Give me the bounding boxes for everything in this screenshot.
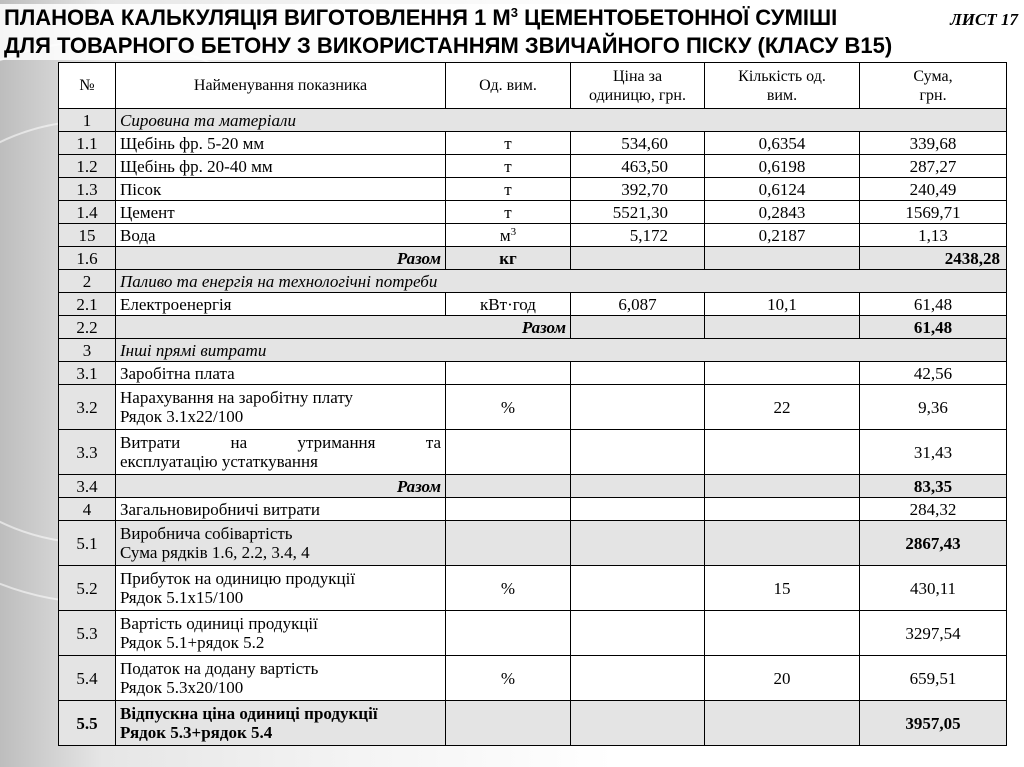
table-row bbox=[59, 316, 1007, 339]
row-number: 3.1 bbox=[59, 362, 116, 385]
table-row bbox=[59, 132, 1007, 155]
row-unit: $м^3$ bbox=[446, 224, 571, 247]
section-title: Інші прямі витрати bbox=[116, 339, 1007, 362]
row-price bbox=[571, 498, 705, 521]
row-sum: 430,11 bbox=[860, 566, 1007, 611]
row-number: 3.2 bbox=[59, 385, 116, 430]
table-row bbox=[59, 475, 1007, 498]
row-unit: кг bbox=[446, 247, 571, 270]
calculation-table bbox=[58, 62, 1007, 746]
row-quantity bbox=[705, 498, 860, 521]
row-sum: 659,51 bbox=[860, 656, 1007, 701]
row-quantity bbox=[705, 247, 860, 270]
row-unit: т bbox=[446, 132, 571, 155]
row-number: 4 bbox=[59, 498, 116, 521]
row-name: Виробнича собівартість Сума рядків 1.6, 2.2, 3.4, 4 bbox=[116, 521, 446, 566]
row-unit bbox=[446, 611, 571, 656]
row-sum: 83,35 bbox=[860, 475, 1007, 498]
row-price bbox=[571, 701, 705, 746]
table-row bbox=[59, 201, 1007, 224]
row-name: Вода bbox=[116, 224, 446, 247]
row-number: 5.4 bbox=[59, 656, 116, 701]
row-quantity: 15 bbox=[705, 566, 860, 611]
row-unit: % bbox=[446, 385, 571, 430]
row-sum: 240,49 bbox=[860, 178, 1007, 201]
row-price bbox=[571, 566, 705, 611]
row-price bbox=[571, 247, 705, 270]
row-price bbox=[571, 611, 705, 656]
header-no: № bbox=[59, 63, 116, 109]
row-price bbox=[571, 656, 705, 701]
row-sum: 61,48 bbox=[860, 316, 1007, 339]
title-line-2: ДЛЯ ТОВАРНОГО БЕТОНУ З ВИКОРИСТАННЯМ ЗВИЧАЙНОГО ПІСКУ (КЛАСУ В15) bbox=[4, 33, 893, 58]
row-price: 6,087 bbox=[571, 293, 705, 316]
row-price bbox=[571, 521, 705, 566]
row-sum: 3957,05 bbox=[860, 701, 1007, 746]
table-row bbox=[59, 224, 1007, 247]
row-number: 3.4 bbox=[59, 475, 116, 498]
row-name: Щебінь фр. 5-20 мм bbox=[116, 132, 446, 155]
row-number: 1.6 bbox=[59, 247, 116, 270]
row-number: 2 bbox=[59, 270, 116, 293]
row-name: Вартість одиниці продукції Рядок 5.1+рядок 5.2 bbox=[116, 611, 446, 656]
row-quantity: 0,2187 bbox=[705, 224, 860, 247]
row-price bbox=[571, 385, 705, 430]
row-unit: т bbox=[446, 201, 571, 224]
row-quantity bbox=[705, 362, 860, 385]
row-sum: 2438,28 bbox=[860, 247, 1007, 270]
header-name: Найменування показника bbox=[116, 63, 446, 109]
table-row bbox=[59, 109, 1007, 132]
row-name: Разом bbox=[116, 316, 571, 339]
row-name: Разом bbox=[116, 247, 446, 270]
row-sum: 1,13 bbox=[860, 224, 1007, 247]
row-name: Щебінь фр. 20-40 мм bbox=[116, 155, 446, 178]
row-number: 3.3 bbox=[59, 430, 116, 475]
sheet-number: ЛИСТ 17 bbox=[950, 10, 1018, 29]
row-unit: т bbox=[446, 155, 571, 178]
row-quantity: 0,2843 bbox=[705, 201, 860, 224]
table-row bbox=[59, 566, 1007, 611]
title-line-1: ПЛАНОВА КАЛЬКУЛЯЦІЯ ВИГОТОВЛЕННЯ 1 $М^3$ ЦЕМЕНТОБЕТОННОЇ СУМІШІ bbox=[4, 5, 838, 30]
table-row bbox=[59, 293, 1007, 316]
row-unit bbox=[446, 475, 571, 498]
row-number: 2.1 bbox=[59, 293, 116, 316]
table-row bbox=[59, 430, 1007, 475]
row-sum: 339,68 bbox=[860, 132, 1007, 155]
row-price bbox=[571, 316, 705, 339]
row-number: 1.1 bbox=[59, 132, 116, 155]
row-name: Податок на додану вартість Рядок 5.3х20/100 bbox=[116, 656, 446, 701]
row-number: 3 bbox=[59, 339, 116, 362]
row-number: 5.3 bbox=[59, 611, 116, 656]
row-unit: кВт·год bbox=[446, 293, 571, 316]
row-name: Заробітна плата bbox=[116, 362, 446, 385]
row-quantity: 0,6354 bbox=[705, 132, 860, 155]
row-quantity bbox=[705, 521, 860, 566]
row-unit bbox=[446, 430, 571, 475]
row-name: Разом bbox=[116, 475, 446, 498]
row-unit: % bbox=[446, 656, 571, 701]
row-name: Відпускна ціна одиниці продукції Рядок 5.3+рядок 5.4 bbox=[116, 701, 446, 746]
row-sum: 9,36 bbox=[860, 385, 1007, 430]
row-sum: 1569,71 bbox=[860, 201, 1007, 224]
table-row bbox=[59, 339, 1007, 362]
row-price: 463,50 bbox=[571, 155, 705, 178]
row-number: 1.2 bbox=[59, 155, 116, 178]
row-price: 5521,30 bbox=[571, 201, 705, 224]
row-number: 1.3 bbox=[59, 178, 116, 201]
table-row bbox=[59, 521, 1007, 566]
row-number: 5.5 bbox=[59, 701, 116, 746]
row-name: Пісок bbox=[116, 178, 446, 201]
row-price bbox=[571, 475, 705, 498]
row-number: 5.2 bbox=[59, 566, 116, 611]
header-price: Ціна за одиницю, грн. bbox=[571, 63, 705, 109]
row-sum: 61,48 bbox=[860, 293, 1007, 316]
row-price: 5,172 bbox=[571, 224, 705, 247]
row-quantity bbox=[705, 611, 860, 656]
row-name: Прибуток на одиницю продукції Рядок 5.1х15/100 bbox=[116, 566, 446, 611]
header-sum: Сума, грн. bbox=[860, 63, 1007, 109]
row-sum: 42,56 bbox=[860, 362, 1007, 385]
row-name: Цемент bbox=[116, 201, 446, 224]
row-price bbox=[571, 362, 705, 385]
page-title bbox=[0, 4, 1024, 60]
row-quantity: 10,1 bbox=[705, 293, 860, 316]
row-name: Загальновиробничі витрати bbox=[116, 498, 446, 521]
row-quantity bbox=[705, 430, 860, 475]
row-unit: % bbox=[446, 566, 571, 611]
row-quantity bbox=[705, 316, 860, 339]
table-row bbox=[59, 656, 1007, 701]
row-quantity: 22 bbox=[705, 385, 860, 430]
table-row bbox=[59, 611, 1007, 656]
header-quantity: Кількість од. вим. bbox=[705, 63, 860, 109]
row-unit bbox=[446, 521, 571, 566]
row-quantity: 20 bbox=[705, 656, 860, 701]
row-unit: т bbox=[446, 178, 571, 201]
row-price bbox=[571, 430, 705, 475]
table-header-row bbox=[59, 63, 1007, 109]
table-row bbox=[59, 362, 1007, 385]
row-number: 1 bbox=[59, 109, 116, 132]
row-quantity bbox=[705, 701, 860, 746]
row-price: 392,70 bbox=[571, 178, 705, 201]
table-row bbox=[59, 155, 1007, 178]
header-unit: Од. вим. bbox=[446, 63, 571, 109]
row-quantity bbox=[705, 475, 860, 498]
row-name: Витрати на утримання та експлуатацію устаткування bbox=[116, 430, 446, 475]
row-price: 534,60 bbox=[571, 132, 705, 155]
table-row bbox=[59, 178, 1007, 201]
table-row bbox=[59, 270, 1007, 293]
table-row bbox=[59, 247, 1007, 270]
section-title: Сировина та матеріали bbox=[116, 109, 1007, 132]
row-sum: 287,27 bbox=[860, 155, 1007, 178]
row-name: Електроенергія bbox=[116, 293, 446, 316]
table-row bbox=[59, 498, 1007, 521]
row-sum: 2867,43 bbox=[860, 521, 1007, 566]
row-sum: 31,43 bbox=[860, 430, 1007, 475]
row-number: 15 bbox=[59, 224, 116, 247]
table-row bbox=[59, 385, 1007, 430]
section-title: Паливо та енергія на технологічні потреби bbox=[116, 270, 1007, 293]
row-name: Нарахування на заробітну плату Рядок 3.1х22/100 bbox=[116, 385, 446, 430]
row-unit bbox=[446, 498, 571, 521]
row-unit bbox=[446, 701, 571, 746]
row-number: 5.1 bbox=[59, 521, 116, 566]
row-quantity: 0,6124 bbox=[705, 178, 860, 201]
row-unit bbox=[446, 362, 571, 385]
row-number: 2.2 bbox=[59, 316, 116, 339]
row-sum: 284,32 bbox=[860, 498, 1007, 521]
table-row bbox=[59, 701, 1007, 746]
row-quantity: 0,6198 bbox=[705, 155, 860, 178]
row-number: 1.4 bbox=[59, 201, 116, 224]
row-sum: 3297,54 bbox=[860, 611, 1007, 656]
